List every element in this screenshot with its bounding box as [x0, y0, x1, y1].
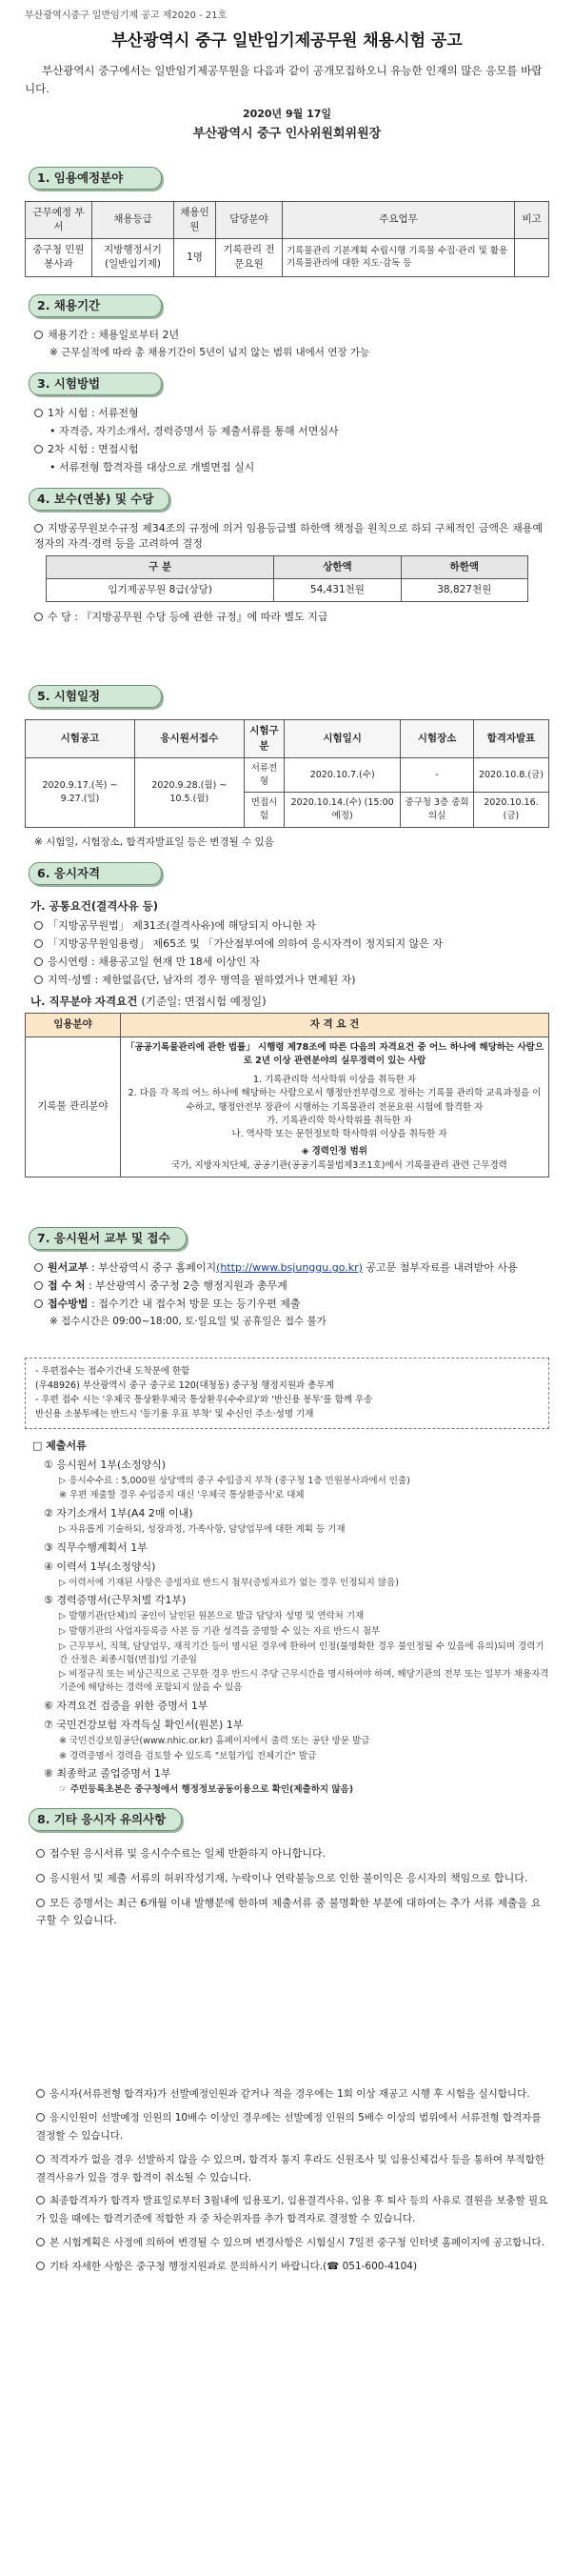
col-grade: 채용등급: [92, 201, 174, 238]
doc-5-c: ▷ 근무부서, 직책, 담당업무, 재직기간 등이 명시된 경우에 한하여 인정(불명확한 경우 불인정될 수 있음에 유의)되며 경력기간 산정은 최종시험(면접)일 기준임: [59, 1640, 544, 1665]
qualification-table: [25, 1013, 549, 1177]
q-3: 가. 기록관리학 학사학위를 취득한 자: [267, 1115, 412, 1126]
cell-result-date: 2020.10.8.(금): [473, 757, 548, 793]
col-q-req: 자 격 요 건: [121, 1014, 549, 1036]
notice-1: - 우편접수는 접수기간내 도착분에 한함: [35, 1365, 190, 1377]
ring-bullet-icon: [36, 2262, 45, 2270]
cell-apply-period: 2020.9.28.(월) ~ 10.5.(월): [134, 757, 244, 827]
ring-bullet-icon: [36, 2238, 45, 2246]
section-6-heading: 6. 응시자격: [29, 862, 162, 885]
notice-3: - 우편 접수 시는 '우체국 통상환우체국 통상환우(수수료)'와 '반신용 봉투'를 함께 우송: [35, 1395, 373, 1406]
pay-rule: [34, 521, 549, 552]
method-line: [34, 1297, 549, 1312]
section-2-heading: 2. 채용기간: [29, 294, 162, 317]
time-note: ※ 접수시간은 09:00~18:00, 토·일요일 및 공휴일은 접수 불가: [49, 1315, 327, 1327]
req-3: [34, 955, 549, 970]
period-line: [34, 328, 549, 343]
office-label: 접 수 처: [48, 1278, 86, 1292]
note-5-text: 응시인원이 선발예정 인원의 10배수 이상인 경우에는 선발예정 인원의 5배수 이상의 범위에서 서류전형 합격자를 결정할 수 있습니다.: [36, 2111, 542, 2142]
ring-bullet-icon: [36, 1899, 45, 1907]
pay-rule-text: 지방공무원보수규정 제34조의 규정에 의거 임용등급별 하한액 책정을 원칙으로 하되 구체적인 금액은 채용예정자의 자격·경력 등을 고려하여 결정: [34, 521, 543, 550]
doc-number: 부산광역시중구 일반임기제 공고 제2020 - 21호: [25, 10, 228, 21]
doc-5: ⑤ 경력증명서(근무처별 각1부): [44, 1594, 187, 1607]
note-1-text: 접수된 응시서류 및 응시수수료는 일체 반환하지 아니합니다.: [49, 1847, 327, 1861]
allowance-line: [34, 610, 549, 625]
document-list: [25, 1439, 549, 1797]
cell-exam-date: 2020.10.7.(수): [285, 757, 401, 793]
schedule-table: [25, 719, 549, 828]
cell-duties: 기록물관리 기본계획 수립시행 기록물 수집·관리 및 활용 기록물관리에 대한 지도·감독 등: [283, 239, 515, 276]
col-max: 상한액: [274, 555, 401, 578]
doc-7-b: ※ 경력증명서 경력을 검토할 수 있도록 "보험가입 전체기간" 발급: [59, 1750, 317, 1761]
intro-text: 부산광역시 중구에서는 일반임기제공무원을 다음과 같이 공개모집하오니 유능한 인재의 많은 응모를 바랍니다.: [25, 64, 543, 95]
note-7-text: 최종합격자가 합격자 발표일로부터 3월내에 임용포기, 임용결격사유, 임용 후 퇴사 등의 사유로 결원을 보충할 필요가 있을 때에는 합격기준에 적합한 자 중 차순위자를 추가 합격자로 결정할 수 있습니다.: [36, 2195, 548, 2225]
cell-exam-date: 2020.10.14.(수) (15:00예정): [285, 793, 401, 828]
note-4: [36, 2085, 549, 2103]
exam-1-text: 1차 시험 : 서류전형: [48, 407, 139, 420]
req-4: [34, 973, 549, 988]
method-label: 접수방법: [48, 1297, 89, 1310]
ring-bullet-icon: [36, 2155, 45, 2163]
job-req-heading: [30, 994, 549, 1010]
ring-bullet-icon: [36, 1849, 45, 1858]
allowance-text: 수 당 : 『지방공무원 수당 등에 관한 규정』에 따라 별도 지급: [48, 611, 328, 624]
col-dept: 근무예정 부서: [26, 201, 92, 238]
ring-bullet-icon: [34, 1299, 43, 1308]
doc-5-d: ▷ 비정규직 또는 비상근직으로 근무한 경우 반드시 주당 근무시간을 명시하여야 하며, 해당기관의 전부 또는 일부가 채용자격기준에 해당하는 경력에 포함되지 않을 수 있음: [59, 1669, 549, 1694]
doc-5-a: ▷ 발행기관(단체)의 공인이 날인된 원본으로 발급 담당자 성명 및 연락처 기재: [59, 1611, 365, 1622]
cell-q-field: 기록물 관리분야: [26, 1036, 121, 1177]
common-req-heading: 가. 공통요건(결격사유 등): [30, 899, 158, 914]
doc-6: ⑥ 자격요건 검증을 위한 증명서 1부: [44, 1699, 208, 1712]
exam-2-detail: • 서류전형 합격자를 대상으로 개별면접 실시: [49, 460, 255, 473]
note-8: [36, 2234, 549, 2252]
req-2-text: 「지방공무원임용령」 제65조 및 「가산점부여에 의하여 응시자격이 정지되지 않은 자: [48, 936, 443, 950]
job-req-sub: (기준일: 면접시험 예정일): [141, 994, 267, 1008]
q-5: ◈ 경력인정 범위: [302, 1146, 367, 1157]
table-row: [47, 579, 528, 602]
req-2: [34, 936, 549, 952]
section-1-heading: 1. 임용예정분야: [29, 167, 162, 190]
doc-1-a: ▷ 응시수수료 : 5,000원 상당액의 중구 수입증지 부착 (중구청 1층 민원봉사과에서 인출): [59, 1475, 410, 1486]
ring-bullet-icon: [36, 2113, 45, 2122]
cell-max: 54,431천원: [274, 579, 401, 602]
doc-7: ⑦ 국민건강보험 자격득실 확인서(원본) 1부: [44, 1718, 244, 1731]
section-7-heading: 7. 응시원서 교부 및 접수: [29, 1227, 187, 1250]
ring-bullet-icon: [36, 2196, 45, 2204]
ring-bullet-icon: [34, 957, 43, 966]
table-header-row: [26, 1014, 549, 1036]
exam-2: [34, 442, 549, 457]
q-6: 국가, 지방자치단체, 공공기관(공공기록물법제3조1호)에서 기록물관리 관련 근무경력: [171, 1159, 507, 1171]
ring-bullet-icon: [34, 524, 43, 533]
cell-field: 기록관리 전문요원: [216, 239, 283, 276]
schedule-note: ※ 시험일, 시험장소, 합격자발표일 등은 변경될 수 있음: [34, 835, 274, 848]
note-8-text: 본 시험계획은 사정에 의하여 변경될 수 있으며 변경사항은 시험실시 7일전 중구청 인터넷 홈페이지에 공고합니다.: [49, 2237, 544, 2249]
req-1-text: 「지방공무원법」 제31조(결격사유)에 해당되지 아니한 자: [48, 918, 316, 932]
ring-bullet-icon: [34, 939, 43, 948]
cell-exam-place: 중구청 3층 중회의실: [401, 793, 474, 828]
period-note: ※ 근무실적에 따라 총 채용기간이 5년이 넘지 않는 범위 내에서 연장 가능: [49, 346, 370, 358]
col-count: 채용인원: [174, 201, 216, 238]
office-line: [34, 1278, 549, 1294]
form-issue-post: 공고문 첨부자료를 내려받아 사용: [366, 1260, 518, 1274]
note-3: [36, 1895, 549, 1930]
cell-notice-period: 2020.9.17.(목) ~ 9.27.(일): [26, 757, 135, 827]
doc-8-a: ☞ 주민등록초본은 중구청에서 행정정보공동이용으로 확인(제출하지 않음): [59, 1784, 354, 1796]
notice-date: 2020년 9월 17일: [242, 107, 332, 120]
period-text: 채용기간 : 채용일로부터 2년: [48, 328, 180, 341]
col-notice: 시험공고: [26, 720, 135, 757]
blank-spacer: [25, 1937, 549, 2080]
pay-table: [46, 555, 528, 602]
form-issue: [34, 1260, 549, 1276]
ring-bullet-icon: [34, 613, 43, 621]
table-header-row: [47, 555, 528, 578]
cell-remark: [515, 239, 549, 276]
cell-q-req: [121, 1036, 549, 1177]
form-issue-label: 원서교부: [48, 1260, 89, 1274]
note-3-text: 모든 증명서는 최근 6개월 이내 발행분에 한하며 제출서류 중 불명확한 부분에 대하여는 추가 서류 제출을 요구할 수 있습니다.: [36, 1896, 542, 1927]
ring-bullet-icon: [34, 409, 43, 417]
office-text: : 부산광역시 중구청 2층 행정지원과 총무계: [89, 1278, 287, 1292]
job-req-title: 나. 직무분야 자격요건: [30, 994, 138, 1008]
note-2-text: 응시원서 및 제출 서류의 허위작성기재, 누락이나 연락불능으로 인한 불이익은 응시자의 책임으로 합니다.: [49, 1871, 528, 1884]
note-5: [36, 2109, 549, 2145]
doc-2-a: ▷ 자유롭게 기술하되, 성장과정, 가족사항, 담당업무에 대한 계획 등 기재: [59, 1524, 346, 1536]
doc-3: ③ 직무수행계획서 1부: [44, 1540, 148, 1554]
cell-exam-type: 서류전형: [244, 757, 284, 793]
table-header-row: [26, 201, 549, 238]
position-table: [25, 201, 549, 277]
col-min: 하한액: [401, 555, 527, 578]
section-8-heading: 8. 기타 응시자 유의사항: [29, 1808, 182, 1831]
exam-2-text: 2차 시험 : 면접시험: [48, 442, 139, 455]
doc-1-b: ※ 우편 제출할 경우 수입증지 대신 '우체국 통상환증서'로 대체: [59, 1490, 305, 1501]
cell-type: 임기제공무원 8급(상당): [47, 579, 274, 602]
q-1: 1. 기록관리학 석사학위 이상을 취득한 자: [253, 1075, 416, 1086]
cell-result-date: 2020.10.16.(금): [473, 793, 548, 828]
col-type: 구 분: [47, 555, 274, 578]
notice-2: (우48926) 부산광역시 중구 중구로 120(대청동) 중구청 행정지원과 총무계: [35, 1380, 334, 1392]
col-exam-date: 시험일시: [285, 720, 401, 757]
table-row: [26, 239, 549, 276]
note-6-text: 적격자가 없을 경우 선발하지 않을 수 있으며, 합격자 통지 후라도 신원조사 및 임용신체검사 등을 통하여 부적합한 결격사유가 있을 경우 합격이 취소될 수 있습니다.: [36, 2153, 544, 2184]
col-remark: 비고: [515, 201, 549, 238]
doc-4: ④ 이력서 1부(소정양식): [44, 1560, 156, 1573]
exam-1: [34, 406, 549, 421]
q-intro: 「공공기록물관리에 관한 법률」 시행령 제78조에 따른 다음의 자격요건 중 어느 하나에 해당하는 사람으로 2년 이상 관련분야의 실무경력이 있는 사람: [126, 1041, 544, 1066]
cell-min: 38,827천원: [401, 579, 527, 602]
note-9: [36, 2258, 549, 2276]
req-4-text: 지역·성별 : 제한없음(단, 남자의 경우 병역을 필하였거나 면제된 자): [48, 973, 356, 986]
notice-4: 반신용 소봉투에는 반드시 '등기용 우표 부착' 및 수신인 주소·성명 기재: [35, 1409, 314, 1420]
col-exam-place: 시험장소: [401, 720, 474, 757]
q-2: 2. 다음 각 목의 어느 하나에 해당하는 사람으로서 행정안전부령으로 정하는 기록물 관리학 교육과정을 이수하고, 행정안전부 장관이 시행하는 기록물관리 전문요원 시험에 합격한 자: [128, 1088, 542, 1113]
doc-1: ① 응시원서 1부(소정양식): [44, 1458, 167, 1471]
note-7: [36, 2192, 549, 2228]
cell-dept: 중구청 민원봉사과: [26, 239, 92, 276]
section-3-heading: 3. 시험방법: [29, 372, 162, 395]
col-apply: 응시원서접수: [134, 720, 244, 757]
col-q-field: 임용분야: [26, 1014, 121, 1036]
cell-grade: 지방행정서기 (일반임기제): [92, 239, 174, 276]
ring-bullet-icon: [34, 921, 43, 930]
section-5-heading: 5. 시험일정: [29, 685, 162, 708]
ring-bullet-icon: [36, 2089, 45, 2098]
table-row: [26, 757, 549, 793]
col-field: 담당분야: [216, 201, 283, 238]
doc-7-a: ※ 국민건강보험공단(www.nhic.or.kr) 홈페이지에서 출력 또는 공단 방문 발급: [59, 1735, 370, 1746]
method-text: : 접수기간 내 접수처 방문 또는 등기우편 제출: [91, 1297, 301, 1310]
doc-2: ② 자기소개서 1부(A4 2매 이내): [44, 1507, 193, 1520]
col-exam-type: 시험구분: [244, 720, 284, 757]
issuer: 부산광역시 중구 인사위원회위원장: [192, 126, 382, 141]
ring-bullet-icon: [34, 331, 43, 339]
doc-8: ⑧ 최종학교 졸업증명서 1부: [44, 1767, 171, 1781]
col-result: 합격자발표: [473, 720, 548, 757]
form-issue-pre: : 부산광역시 중구 홈페이지: [91, 1260, 217, 1274]
q-4: 나. 역사학 또는 문헌정보학 학사학위 이상을 취득한 자: [231, 1129, 447, 1140]
ring-bullet-icon: [34, 1263, 43, 1272]
table-header-row: [26, 720, 549, 757]
note-4-text: 응시자(서류전형 합격자)가 선발예정인원과 같거나 적을 경우에는 1회 이상 재공고 시행 후 시험을 실시합니다.: [49, 2087, 530, 2100]
ring-bullet-icon: [34, 976, 43, 984]
cell-exam-type: 면접시험: [244, 793, 284, 828]
note-9-text: 기타 자세한 사항은 중구청 행정지원과로 문의하시기 바랍니다.(☎ 051-600-4104): [49, 2261, 418, 2273]
ring-bullet-icon: [34, 445, 43, 453]
mail-notice-box: [25, 1358, 549, 1429]
docs-title: □ 제출서류: [32, 1439, 87, 1452]
col-duties: 주요업무: [283, 201, 515, 238]
req-1: [34, 918, 549, 934]
homepage-link[interactable]: (http://www.bsjunggu.go.kr): [216, 1260, 363, 1274]
ring-bullet-icon: [36, 1874, 45, 1882]
req-3-text: 응시연령 : 채용공고일 현재 만 18세 이상인 자: [48, 955, 260, 968]
note-2: [36, 1870, 549, 1888]
cell-exam-place: -: [401, 757, 474, 793]
exam-1-detail: • 자격증, 자기소개서, 경력증명서 등 제출서류를 통해 서면심사: [49, 425, 339, 438]
section-4-heading: 4. 보수(연봉) 및 수당: [29, 488, 169, 511]
ring-bullet-icon: [34, 1281, 43, 1290]
doc-4-a: ▷ 이력서에 기재된 사항은 증빙자료 반드시 첨부(증빙자료가 없는 경우 인정되지 않음): [59, 1577, 399, 1588]
note-1: [36, 1845, 549, 1863]
table-row: [26, 1036, 549, 1177]
page-title: 부산광역시 중구 일반임기제공무원 채용시험 공고: [111, 30, 463, 50]
doc-5-b: ▷ 발행기관의 사업자등록증 사본 등 기관 성격을 증명할 수 있는 자료 반드시 첨부: [59, 1626, 381, 1638]
cell-count: 1명: [174, 239, 216, 276]
note-6: [36, 2151, 549, 2187]
